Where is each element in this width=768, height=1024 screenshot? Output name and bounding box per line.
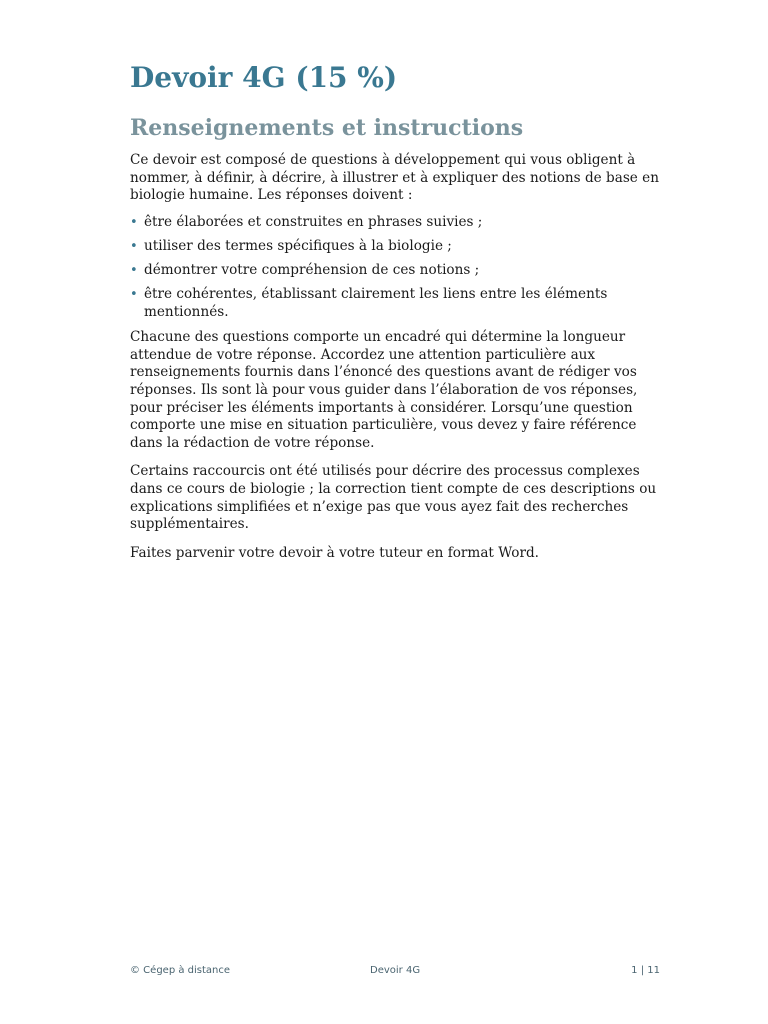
list-item bbox=[130, 262, 660, 280]
list-item bbox=[130, 238, 660, 256]
list-item-text: utiliser des termes spécifiques à la biologie ; bbox=[144, 237, 452, 254]
list-item bbox=[130, 286, 660, 321]
body-paragraph: Faites parvenir votre devoir à votre tuteur en format Word. bbox=[130, 544, 539, 561]
footer-copyright: © Cégep à distance bbox=[130, 965, 231, 976]
bullet-icon: • bbox=[130, 214, 138, 230]
document-title: Devoir 4G (15 %) bbox=[130, 61, 398, 94]
list-item bbox=[130, 214, 660, 232]
intro-paragraph: Ce devoir est composé de questions à développement qui vous obligent à nommer, à définir, à décrire, à illustrer et à expliquer des notions de base en biologie humaine. Les réponses doivent : bbox=[130, 152, 659, 204]
section-heading: Renseignements et instructions bbox=[130, 115, 524, 141]
bullet-icon: • bbox=[130, 262, 138, 278]
body-paragraph: Certains raccourcis ont été utilisés pour décrire des processus complexes dans ce cours de biologie ; la correction tient compte de ces descriptions ou explications simplifiées et n’exige pas que vous ayez fait des recherches supplémentaires. bbox=[130, 463, 657, 533]
bullet-icon: • bbox=[130, 287, 138, 303]
document-page bbox=[130, 58, 660, 562]
list-item-text: être cohérentes, établissant clairement les liens entre les éléments mentionnés. bbox=[144, 286, 608, 320]
list-item-text: démontrer votre compréhension de ces notions ; bbox=[144, 261, 480, 278]
list-item-text: être élaborées et construites en phrases suivies ; bbox=[144, 213, 483, 230]
page-footer bbox=[130, 965, 660, 979]
footer-page-number: 1 | 11 bbox=[631, 965, 660, 976]
requirements-list bbox=[130, 214, 660, 321]
bullet-icon: • bbox=[130, 238, 138, 254]
footer-document-name: Devoir 4G bbox=[370, 965, 421, 976]
body-paragraph: Chacune des questions comporte un encadré qui détermine la longueur attendue de votre réponse. Accordez une attention particulière aux renseignements fournis dans l’énoncé des questions avant de rédiger vos réponses. Ils sont là pour vous guider dans l’élaboration de vos réponses, pour préciser les éléments importants à considérer. Lorsqu’une question comporte une mise en situation particulière, vous devez y faire référence dans la rédaction de votre réponse. bbox=[130, 329, 638, 451]
